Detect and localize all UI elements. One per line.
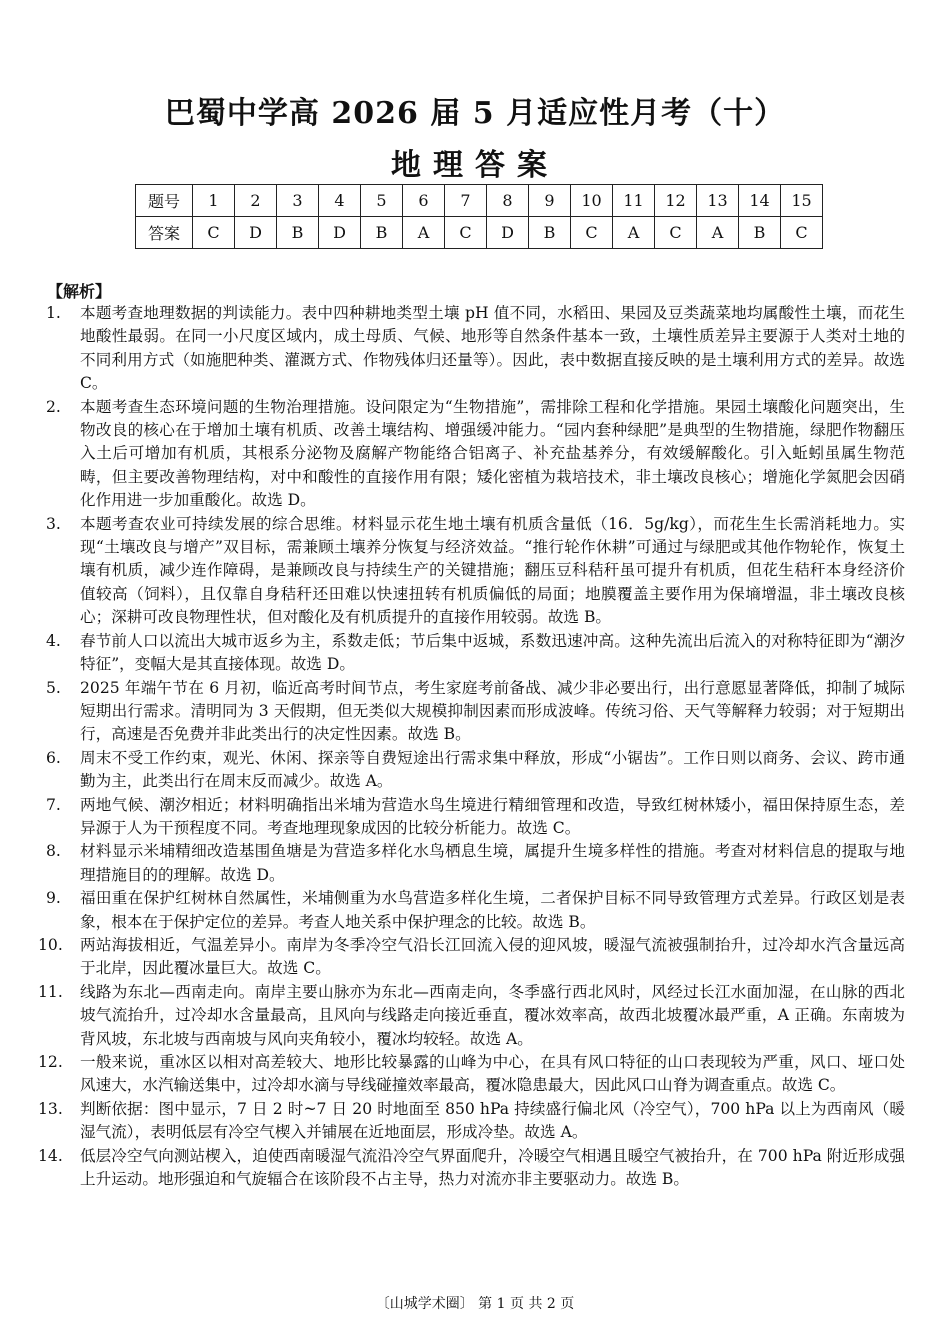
question-number: 11 [613, 185, 655, 217]
question-number: 5 [361, 185, 403, 217]
question-number: 1 [193, 185, 235, 217]
analysis-item [46, 396, 905, 513]
item-text: 春节前人口以流出大城市返乡为主，系数走低；节后集中返城，系数迅速冲高。这种先流出后流入的对称特征即为“潮汐特征”，变幅大是其直接体现。故选 D。 [80, 631, 905, 674]
item-text: 线路为东北—西南走向。南岸主要山脉亦为东北—西南走向，冬季盛行西北风时，风经过长江水面加湿，在山脉的西北坡气流抬升，过冷却水含量最高，且风向与线路走向接近垂直，覆冰效率高，故西北坡覆冰最严重，A 正确。东南坡为背风坡，东北坡与西南坡与风向夹角较小，覆冰均较轻。故选 A。 [80, 982, 905, 1048]
analysis-item [46, 747, 905, 794]
question-number: 9 [529, 185, 571, 217]
answer-cell: C [445, 217, 487, 249]
item-number: 6. [46, 748, 61, 767]
analysis-heading: 【解析】 [47, 282, 112, 301]
answer-cell: A [697, 217, 739, 249]
page-footer: 〔山城学术圈〕 第 1 页 共 2 页 [375, 1296, 575, 1312]
item-number: 14. [38, 1146, 63, 1165]
analysis-item [38, 1098, 905, 1145]
item-text: 2025 年端午节在 6 月初，临近高考时间节点，考生家庭考前备战、减少非必要出行，出行意愿显著降低，抑制了城际短期出行需求。清明同为 3 天假期，但无类似大规模抑制因素而形成波峰。传统习俗、天气等解释力较弱；对于短期出行，高速是否免费并非此类出行的决定性因素。故选 B。 [80, 678, 905, 744]
question-number: 8 [487, 185, 529, 217]
analysis-list [0, 302, 950, 1191]
analysis-item [46, 887, 905, 934]
item-text: 两站海拔相近，气温差异小。南岸为冬季冷空气沿长江回流入侵的迎风坡，暖湿气流被强制抬升，过冷却水汽含量远高于北岸，因此覆冰量巨大。故选 C。 [80, 935, 905, 978]
answer-cell: C [781, 217, 823, 249]
answer-cell: B [739, 217, 781, 249]
question-number: 3 [277, 185, 319, 217]
analysis-item [46, 513, 905, 630]
question-number: 12 [655, 185, 697, 217]
item-number: 7. [46, 795, 61, 814]
question-number: 6 [403, 185, 445, 217]
item-text: 两地气候、潮汐相近；材料明确指出米埔为营造水鸟生境进行精细管理和改造，导致红树林矮小，福田保持原生态，差异源于人为干预程度不同。考查地理现象成因的比较分析能力。故选 C。 [80, 795, 905, 837]
item-number: 12. [38, 1053, 63, 1071]
answer-cell: C [571, 217, 613, 249]
answer-cell: B [529, 217, 571, 249]
question-number-row [136, 185, 823, 217]
question-number: 7 [445, 185, 487, 217]
exam-title: 巴蜀中学高 2026 届 5 月适应性月考（十） [164, 96, 786, 131]
analysis-item [46, 840, 905, 887]
item-text: 判断依据：图中显示，7 日 2 时~7 日 20 时地面至 850 hPa 持续盛行偏北风（冷空气），700 hPa 以上为西南风（暖湿气流），表明低层有冷空气楔入并铺展在近地面层，形成冷垫。故选 A。 [80, 1099, 905, 1142]
question-number: 4 [319, 185, 361, 217]
item-text: 周末不受工作约束，观光、休闲、探亲等自费短途出行需求集中释放，形成“小锯齿”。工作日则以商务、会议、跨市通勤为主，此类出行在周末反而减少。故选 A。 [80, 748, 905, 791]
answer-cell: A [613, 217, 655, 249]
analysis-item [38, 934, 905, 981]
item-text: 材料显示米埔精细改造基围鱼塘是为营造多样化水鸟栖息生境，属提升生境多样性的措施。考查对材料信息的提取与地理措施目的的理解。故选 D。 [80, 842, 905, 884]
item-text: 低层冷空气向测站楔入，迫使西南暖湿气流沿冷空气界面爬升，冷暖空气相遇且暖空气被抬升，在 700 hPa 附近形成强上升运动。地形强迫和气旋辐合在该阶段不占主导，热力对流亦非主要驱动力。故选 B。 [80, 1146, 905, 1189]
analysis-item [46, 302, 905, 396]
answer-cell: D [319, 217, 361, 249]
answer-cell: D [235, 217, 277, 249]
item-number: 1. [46, 304, 61, 322]
item-text: 本题考查农业可持续发展的综合思维。材料显示花生地土壤有机质含量低（16．5g/kg），而花生生长需消耗地力。实现“土壤改良与增产”双目标，需兼顾土壤养分恢复与经济效益。“推行轮作休耕”可通过与绿肥或其他作物轮作，恢复土壤有机质，减少连作障碍，是兼顾改良与持续生产的关键措施；翻压豆科秸秆虽可提升有机质，但花生秸秆本身经济价值较高（饲料），且仅靠自身秸秆还田难以快速扭转有机质偏低的局面；地膜覆盖主要作用为保墒增温，非土壤改良核心；深耕可改良物理性状，但对酸化及有机质提升的直接作用较弱。故选 B。 [80, 514, 905, 627]
item-number: 13. [38, 1099, 63, 1118]
item-text: 福田重在保护红树林自然属性，米埔侧重为水鸟营造多样化生境，二者保护目标不同导致管理方式差异。行政区划是表象，根本在于保护定位的差异。考查人地关系中保护理念的比较。故选 B。 [80, 889, 905, 931]
analysis-item [38, 1145, 905, 1192]
item-number: 3. [46, 514, 61, 533]
item-number: 9. [46, 889, 61, 908]
question-number: 13 [697, 185, 739, 217]
analysis-item [38, 981, 905, 1051]
analysis-item [46, 630, 905, 677]
answer-cell: A [403, 217, 445, 249]
item-text: 一般来说，重冰区以相对高差较大、地形比较暴露的山峰为中心，在具有风口特征的山口表现较为严重，风口、垭口处风速大，水汽输送集中，过冷却水滴与导线碰撞效率最高，覆冰隐患最大，因此风口山脊为调查重点。故选 C。 [80, 1053, 905, 1095]
question-number: 10 [571, 185, 613, 217]
subject-title: 地理答案 [391, 148, 559, 183]
row-label-answer: 答案 [136, 217, 193, 249]
item-number: 4. [46, 631, 61, 650]
analysis-item [46, 677, 905, 747]
answer-row [136, 217, 823, 249]
question-number: 14 [739, 185, 781, 217]
item-number: 5. [46, 678, 61, 697]
answer-cell: C [655, 217, 697, 249]
question-number: 15 [781, 185, 823, 217]
answer-cell: B [361, 217, 403, 249]
item-text: 本题考查地理数据的判读能力。表中四种耕地类型土壤 pH 值不同，水稻田、果园及豆类蔬菜地均属酸性土壤，而花生地酸性最弱。在同一小尺度区域内，成土母质、气候、地形等自然条件基本一致，土壤性质差异主要源于人类对土地的不同利用方式（如施肥种类、灌溉方式、作物残体归还量等）。因此，表中数据直接反映的是土壤利用方式的差异。故选 C。 [80, 304, 905, 393]
item-number: 8. [46, 842, 61, 861]
answer-cell: C [193, 217, 235, 249]
item-text: 本题考查生态环境问题的生物治理措施。设问限定为“生物措施”，需排除工程和化学措施。果园土壤酸化问题突出，生物改良的核心在于增加土壤有机质、改善土壤结构、增强缓冲能力。“园内套种绿肥”是典型的生物措施，绿肥作物翻压入土后可增加有机质，其根系分泌物及腐解产物能络合铝离子、补充盐基养分，有效缓解酸化。引入蚯蚓虽属生物范畴，但主要改善物理结构，对中和酸性的直接作用有限；矮化密植为栽培技术，非土壤改良核心；增施化学氮肥会因硝化作用进一步加重酸化。故选 D。 [80, 397, 905, 510]
item-number: 2. [46, 397, 61, 416]
row-label-number: 题号 [136, 185, 193, 217]
analysis-item [38, 1051, 905, 1098]
question-number: 2 [235, 185, 277, 217]
answer-table [135, 184, 823, 249]
analysis-item [46, 794, 905, 841]
item-number: 11. [38, 982, 63, 1001]
answer-cell: D [487, 217, 529, 249]
answer-cell: B [277, 217, 319, 249]
item-number: 10. [38, 935, 63, 954]
